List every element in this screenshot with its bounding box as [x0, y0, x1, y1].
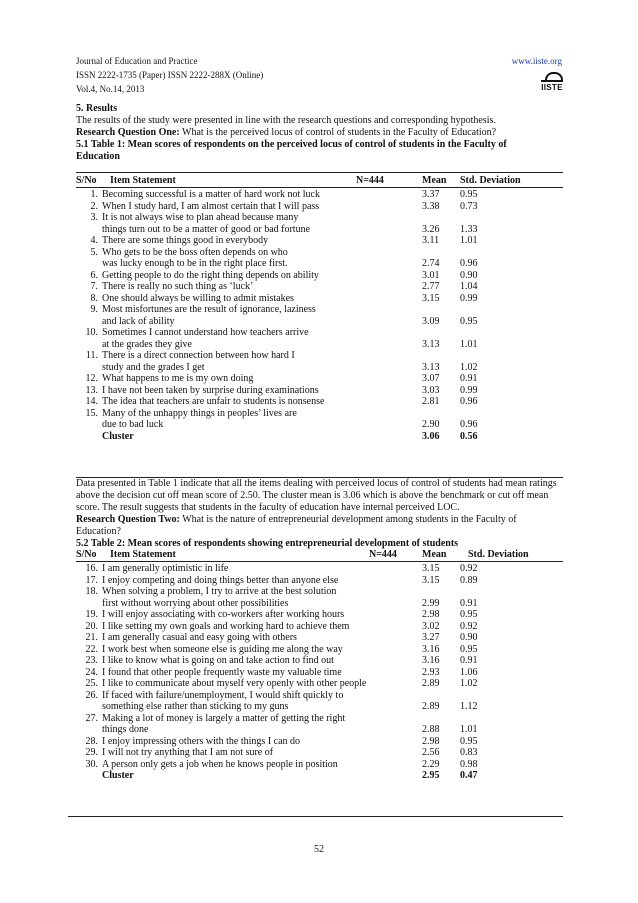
table2-header-rule [76, 561, 563, 562]
item-mean: 2.81 [422, 396, 440, 407]
item-sd: 1.01 [460, 235, 478, 246]
table1-header-sd: Std. Deviation [460, 175, 521, 186]
item-mean: 3.16 [422, 655, 440, 666]
item-mean: 2.88 [422, 724, 440, 735]
item-sd: 1.02 [460, 678, 478, 689]
table2-header [76, 549, 563, 561]
item-statement: When solving a problem, I try to arrive at the best solution [102, 586, 337, 597]
website-link[interactable]: www.iiste.org [511, 56, 562, 66]
item-sd: 1.01 [460, 724, 478, 735]
item-number: 23. [85, 655, 98, 666]
item-mean: 2.89 [422, 701, 440, 712]
intro-text: The results of the study were presented in line with the research questions and corresponding hypothesis. [76, 115, 496, 126]
item-statement: A person only gets a job when he knows people in position [102, 758, 338, 770]
item-statement: was lucky enough to be in the right place first. [102, 258, 288, 269]
cluster-label: Cluster [102, 430, 134, 442]
item-number: 2. [90, 200, 98, 212]
item-number: 30. [85, 758, 98, 770]
item-sd: 1.01 [460, 338, 478, 350]
item-number: 13. [85, 384, 98, 396]
item-statement: I work best when someone else is guiding me along the way [102, 643, 343, 655]
cluster-sd: 0.47 [460, 770, 478, 781]
item-statement: Many of the unhappy things in peoples’ lives are [102, 407, 297, 419]
item-number: 29. [85, 747, 98, 758]
table1-header-mean: Mean [422, 175, 447, 186]
table-row-line [76, 350, 563, 362]
table-row-line [76, 327, 563, 339]
item-mean: 3.13 [422, 338, 440, 350]
item-mean: 3.02 [422, 620, 440, 632]
table1-header-item: Item Statement [110, 175, 176, 186]
item-sd: 0.90 [460, 632, 478, 643]
research-question-two [76, 514, 563, 538]
item-statement: Who gets to be the boss often depends on who [102, 246, 288, 258]
item-mean: 2.98 [422, 735, 440, 747]
item-statement: I am generally optimistic in life [102, 563, 229, 574]
item-number: 22. [85, 643, 98, 655]
item-number: 1. [90, 189, 98, 200]
item-statement: and lack of ability [102, 315, 175, 327]
item-number: 25. [85, 678, 98, 689]
item-mean: 3.37 [422, 189, 440, 200]
item-number: 24. [85, 666, 98, 678]
item-statement: The idea that teachers are unfair to students is nonsense [102, 396, 325, 407]
table2-header-n: N=444 [369, 549, 397, 560]
item-statement: something else rather than sticking to my guns [102, 701, 289, 712]
table-row-line [76, 609, 563, 621]
table-row-line [76, 759, 563, 771]
item-sd: 0.95 [460, 315, 478, 327]
item-number: 21. [85, 632, 98, 643]
table-row-line [76, 632, 563, 644]
item-statement: Most misfortunes are the result of ignorance, laziness [102, 304, 316, 315]
table-row-line [76, 655, 563, 667]
item-statement: There is really no such thing as ‘luck’ [102, 281, 254, 292]
item-statement: due to bad luck [102, 419, 164, 430]
table-row-line [76, 586, 563, 598]
item-sd: 0.89 [460, 574, 478, 586]
table2-caption: 5.2 Table 2: Mean scores of respondents showing entrepreneurial development of students [76, 538, 459, 549]
item-number: 19. [85, 609, 98, 620]
table-row-line [76, 690, 563, 702]
item-number: 14. [85, 396, 98, 407]
volume-line: Vol.4, No.14, 2013 [76, 84, 145, 94]
item-mean: 3.15 [422, 292, 440, 304]
table-row-line [76, 408, 563, 420]
item-mean: 3.16 [422, 643, 440, 655]
table-row-line [76, 598, 563, 610]
table2-bottom-rule [68, 816, 563, 817]
item-number: 3. [90, 212, 98, 223]
item-mean: 3.27 [422, 632, 440, 643]
item-statement: I will enjoy associating with co-workers after working hours [102, 609, 345, 620]
item-mean: 3.01 [422, 269, 440, 281]
item-number: 18. [85, 586, 98, 597]
table2-header-mean: Mean [422, 549, 447, 560]
table2-header-sno: S/No [76, 549, 97, 560]
table-row-line [76, 724, 563, 736]
discussion-paragraph: Data presented in Table 1 indicate that all the items dealing with perceived locus of control of students had mean ratings above the decision cut off mean score of 2.50. The cluster mean is 3.06 which is above the benchmark or cut off mean score. The result suggests that students in the faculty of education have internal perceived LOC. [76, 478, 557, 513]
item-statement: I enjoy competing and doing things better than anyone else [102, 574, 339, 586]
logo-arch-icon [545, 72, 563, 81]
cluster-mean: 3.06 [422, 430, 440, 442]
item-mean: 3.26 [422, 223, 440, 235]
item-sd: 0.99 [460, 292, 478, 304]
table-row-line [76, 293, 563, 305]
item-statement: I am generally casual and easy going with others [102, 632, 297, 643]
item-sd: 1.06 [460, 666, 478, 678]
item-statement: first without worrying about other possibilities [102, 597, 289, 609]
item-sd: 1.12 [460, 701, 478, 712]
rq2-text: What is the nature of entrepreneurial development among students in the Faculty of Education? [76, 514, 517, 537]
table-row-line [76, 385, 563, 397]
table2-header-sd: Std. Deviation [468, 549, 529, 560]
table-row-line [76, 621, 563, 633]
item-mean: 3.15 [422, 563, 440, 574]
item-sd: 1.02 [460, 361, 478, 373]
item-statement: There is a direct connection between how hard I [102, 350, 295, 361]
table1-header [76, 175, 563, 187]
table2-header-item: Item Statement [110, 549, 176, 560]
item-mean: 2.74 [422, 258, 440, 269]
table-row-line [76, 667, 563, 679]
item-number: 11. [85, 350, 98, 361]
table-row-line [76, 247, 563, 259]
item-statement: When I study hard, I am almost certain that I will pass [102, 200, 320, 212]
item-mean: 3.09 [422, 315, 440, 327]
item-sd: 0.92 [460, 563, 478, 574]
item-statement: Getting people to do the right thing depends on ability [102, 269, 319, 281]
section-heading: 5. Results [76, 103, 118, 114]
item-number: 28. [85, 735, 98, 747]
item-number: 12. [85, 373, 98, 384]
item-mean: 2.89 [422, 678, 440, 689]
item-sd: 0.92 [460, 620, 478, 632]
rq1-text: What is the perceived locus of control of students in the Faculty of Education? [179, 127, 497, 138]
item-number: 16. [85, 563, 98, 574]
journal-name: Journal of Education and Practice [76, 56, 198, 66]
item-mean: 2.98 [422, 609, 440, 620]
item-mean: 3.15 [422, 574, 440, 586]
table-row-line [76, 713, 563, 725]
item-statement: Sometimes I cannot understand how teachers arrive [102, 327, 309, 338]
table-row-line [76, 281, 563, 293]
table1-header-rule [76, 187, 563, 188]
item-sd: 1.04 [460, 281, 478, 292]
item-statement: It is not always wise to plan ahead because many [102, 212, 299, 223]
table-row-line [76, 304, 563, 316]
item-number: 20. [85, 620, 98, 632]
cluster-row [76, 770, 563, 782]
cluster-mean: 2.95 [422, 770, 440, 781]
item-statement: I have not been taken by surprise during examinations [102, 384, 319, 396]
item-statement: One should always be willing to admit mistakes [102, 292, 294, 304]
table-row-line [76, 362, 563, 374]
cluster-row [76, 431, 563, 443]
item-statement: I like to communicate about myself very openly with other people [102, 678, 367, 689]
table-row-line [76, 644, 563, 656]
item-mean: 2.56 [422, 747, 440, 758]
item-number: 7. [90, 281, 98, 292]
table-row-line [76, 575, 563, 587]
item-number: 6. [90, 269, 98, 281]
item-sd: 0.90 [460, 269, 478, 281]
item-mean: 3.11 [422, 235, 440, 246]
item-sd: 0.95 [460, 643, 478, 655]
table-row-line [76, 396, 563, 408]
item-mean: 2.77 [422, 281, 440, 292]
table-row-line [76, 563, 563, 575]
item-statement: I enjoy impressing others with the things I can do [102, 735, 301, 747]
table1-header-n: N=444 [356, 175, 384, 186]
item-number: 10. [85, 327, 98, 338]
item-mean: 2.29 [422, 758, 440, 770]
item-sd: 0.95 [460, 189, 478, 200]
item-mean: 3.03 [422, 384, 440, 396]
rq1-label: Research Question One: [76, 127, 180, 138]
research-question-one [76, 127, 563, 139]
table1-caption-line2: Education [76, 151, 120, 162]
table-row-line [76, 201, 563, 213]
item-sd: 0.96 [460, 419, 478, 430]
item-statement: at the grades they give [102, 338, 192, 350]
item-mean: 3.07 [422, 373, 440, 384]
table-row-line [76, 189, 563, 201]
item-number: 5. [90, 246, 98, 258]
iiste-logo [541, 70, 563, 92]
item-sd: 0.83 [460, 747, 478, 758]
table-row-line [76, 316, 563, 328]
item-number: 27. [85, 712, 98, 724]
table-row-line [76, 747, 563, 759]
item-statement: things done [102, 724, 149, 735]
logo-text: IISTE [541, 80, 563, 92]
item-statement: I like setting my own goals and working hard to achieve them [102, 620, 350, 632]
item-sd: 0.95 [460, 609, 478, 620]
item-sd: 0.91 [460, 597, 478, 609]
item-mean: 2.93 [422, 666, 440, 678]
table1-header-sno: S/No [76, 175, 97, 186]
item-mean: 3.38 [422, 200, 440, 212]
item-statement: I found that other people frequently waste my valuable time [102, 666, 342, 678]
table-row-line [76, 235, 563, 247]
item-statement: study and the grades I get [102, 361, 205, 373]
item-number: 8. [90, 292, 98, 304]
item-number: 15. [85, 407, 98, 419]
item-statement: things turn out to be a matter of good or bad fortune [102, 223, 311, 235]
item-sd: 0.96 [460, 258, 478, 269]
item-statement: I like to know what is going on and take action to find out [102, 655, 334, 666]
table-row-line [76, 212, 563, 224]
item-statement: There are some things good in everybody [102, 235, 269, 246]
item-mean: 3.13 [422, 361, 440, 373]
item-number: 26. [85, 689, 98, 701]
rq2-label: Research Question Two: [76, 514, 180, 525]
item-statement: Becoming successful is a matter of hard work not luck [102, 189, 320, 200]
item-sd: 0.73 [460, 200, 478, 212]
item-sd: 0.91 [460, 373, 478, 384]
item-sd: 0.99 [460, 384, 478, 396]
item-statement: What happens to me is my own doing [102, 373, 254, 384]
table-row-line [76, 701, 563, 713]
table1-top-rule [76, 172, 563, 173]
item-number: 9. [90, 304, 98, 315]
table1-caption-line1: 5.1 Table 1: Mean scores of respondents on the perceived locus of control of students in the Faculty of [76, 139, 507, 150]
item-mean: 2.90 [422, 419, 440, 430]
table-row-line [76, 258, 563, 270]
table-row-line [76, 270, 563, 282]
table-row-line [76, 373, 563, 385]
item-sd: 1.33 [460, 223, 478, 235]
item-statement: If faced with failure/unemployment, I would shift quickly to [102, 689, 344, 701]
item-sd: 0.96 [460, 396, 478, 407]
table-row-line [76, 736, 563, 748]
item-mean: 2.99 [422, 597, 440, 609]
item-sd: 0.98 [460, 758, 478, 770]
issn-line: ISSN 2222-1735 (Paper) ISSN 2222-288X (Online) [76, 70, 264, 80]
item-statement: I will not try anything that I am not sure of [102, 747, 274, 758]
item-number: 4. [90, 235, 98, 246]
table-row-line [76, 678, 563, 690]
page-number: 52 [314, 844, 324, 855]
item-number: 17. [85, 574, 98, 586]
table-row-line [76, 419, 563, 431]
item-sd: 0.91 [460, 655, 478, 666]
item-statement: Making a lot of money is largely a matter of getting the right [102, 712, 346, 724]
cluster-label: Cluster [102, 770, 134, 781]
item-sd: 0.95 [460, 735, 478, 747]
cluster-sd: 0.56 [460, 430, 478, 442]
table-row-line [76, 339, 563, 351]
table-row-line [76, 224, 563, 236]
